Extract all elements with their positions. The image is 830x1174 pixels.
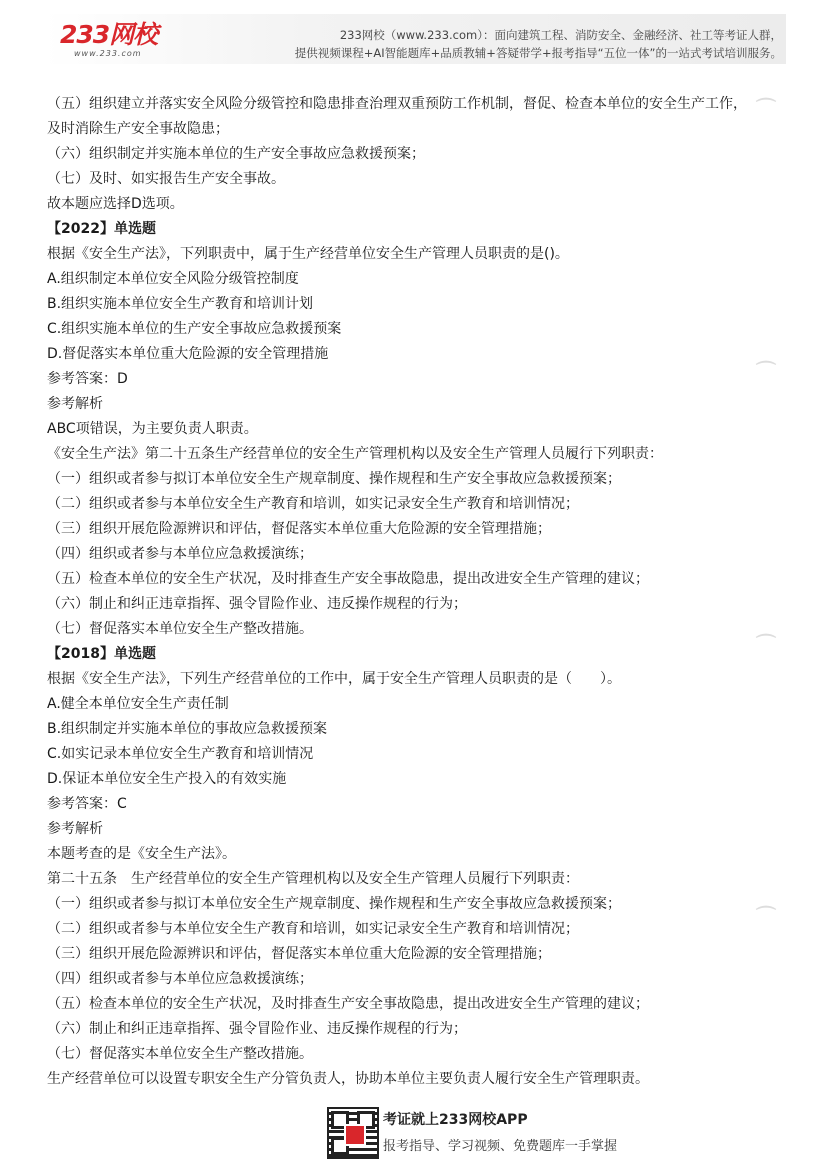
document-body	[47, 92, 757, 1092]
text-line: 参考解析	[47, 821, 103, 837]
text-line: C.组织实施本单位的生产安全事故应急救援预案	[47, 321, 342, 337]
header-desc-line-1: 233网校（www.233.com）：面向建筑工程、消防安全、金融经济、社工等考证人群，	[339, 28, 782, 42]
text-line: （五）检查本单位的安全生产状况，及时排查生产安全事故隐患，提出改进安全生产管理的建议；	[47, 571, 649, 587]
text-line: （五）检查本单位的安全生产状况，及时排查生产安全事故隐患，提出改进安全生产管理的建议；	[47, 996, 649, 1012]
text-line: （七）及时、如实报告生产安全事故。	[47, 171, 285, 187]
text-line: 《安全生产法》第二十五条生产经营单位的安全生产管理机构以及安全生产管理人员履行下列职责：	[47, 446, 663, 462]
watermark-icon: ⌒	[756, 632, 776, 656]
text-line: （二）组织或者参与本单位安全生产教育和培训，如实记录安全生产教育和培训情况；	[47, 496, 579, 512]
text-line: 第二十五条 生产经营单位的安全生产管理机构以及安全生产管理人员履行下列职责：	[47, 871, 579, 887]
text-line: B.组织实施本单位安全生产教育和培训计划	[47, 296, 314, 312]
brand-logo[interactable]: 233网校	[60, 20, 158, 49]
text-line: （七）督促落实本单位安全生产整改措施。	[47, 1046, 313, 1062]
qr-code-icon[interactable]	[327, 1107, 379, 1159]
watermark-icon: ⌒	[756, 359, 776, 383]
text-line: （二）组织或者参与本单位安全生产教育和培训，如实记录安全生产教育和培训情况；	[47, 921, 579, 937]
footer-title: 考证就上233网校APP	[383, 1112, 528, 1128]
text-line: （六）制止和纠正违章指挥、强令冒险作业、违反操作规程的行为；	[47, 1021, 467, 1037]
text-line: 本题考查的是《安全生产法》。	[47, 846, 236, 862]
section-heading: 【2018】单选题	[47, 646, 156, 662]
text-line: A.健全本单位安全生产责任制	[47, 696, 229, 712]
text-line: B.组织制定并实施本单位的事故应急救援预案	[47, 721, 328, 737]
app-promo-footer	[327, 1107, 627, 1162]
text-line: （六）制止和纠正违章指挥、强令冒险作业、违反操作规程的行为；	[47, 596, 467, 612]
text-line: （三）组织开展危险源辨识和评估，督促落实本单位重大危险源的安全管理措施；	[47, 521, 551, 537]
header-description	[295, 26, 782, 62]
text-line: 根据《安全生产法》，下列生产经营单位的工作中，属于安全生产管理人员职责的是（ ）。	[47, 671, 621, 687]
text-line: （一）组织或者参与拟订本单位安全生产规章制度、操作规程和生产安全事故应急救援预案；	[47, 471, 621, 487]
text-line: （六）组织制定并实施本单位的生产安全事故应急救援预案；	[47, 146, 425, 162]
text-line: 根据《安全生产法》，下列职责中，属于生产经营单位安全生产管理人员职责的是()。	[47, 246, 569, 262]
text-line: 参考答案：D	[47, 371, 128, 387]
watermark-icon: ⌒	[756, 904, 776, 928]
text-line: D.督促落实本单位重大危险源的安全管理措施	[47, 346, 329, 362]
text-line: D.保证本单位安全生产投入的有效实施	[47, 771, 287, 787]
watermark-icon: ⌒	[756, 96, 776, 120]
header-desc-line-2: 提供视频课程+AI智能题库+品质教辅+答疑带学+报考指导“五位一体”的一站式考试培训服务。	[294, 46, 782, 60]
text-line: A.组织制定本单位安全风险分级管控制度	[47, 271, 299, 287]
text-line: C.如实记录本单位安全生产教育和培训情况	[47, 746, 314, 762]
section-heading: 【2022】单选题	[47, 221, 156, 237]
footer-subtitle: 报考指导、学习视频、免费题库一手掌握	[383, 1139, 618, 1154]
text-line: （三）组织开展危险源辨识和评估，督促落实本单位重大危险源的安全管理措施；	[47, 946, 551, 962]
text-line: （一）组织或者参与拟订本单位安全生产规章制度、操作规程和生产安全事故应急救援预案；	[47, 896, 621, 912]
text-line: 生产经营单位可以设置专职安全生产分管负责人，协助本单位主要负责人履行安全生产管理职责。	[47, 1071, 649, 1087]
text-line: 故本题应选择D选项。	[47, 196, 184, 212]
page-header	[44, 14, 786, 64]
text-line: （七）督促落实本单位安全生产整改措施。	[47, 621, 313, 637]
text-line: 参考答案：C	[47, 796, 127, 812]
text-line: （四）组织或者参与本单位应急救援演练；	[47, 971, 313, 987]
brand-url: www.233.com	[74, 49, 142, 58]
text-line: （五）组织建立并落实安全风险分级管控和隐患排查治理双重预防工作机制，督促、检查本单位的安全生产工作，及时消除生产安全事故隐患；	[47, 96, 747, 137]
text-line: ABC项错误，为主要负责人职责。	[47, 421, 258, 437]
text-line: 参考解析	[47, 396, 103, 412]
text-line: （四）组织或者参与本单位应急救援演练；	[47, 546, 313, 562]
